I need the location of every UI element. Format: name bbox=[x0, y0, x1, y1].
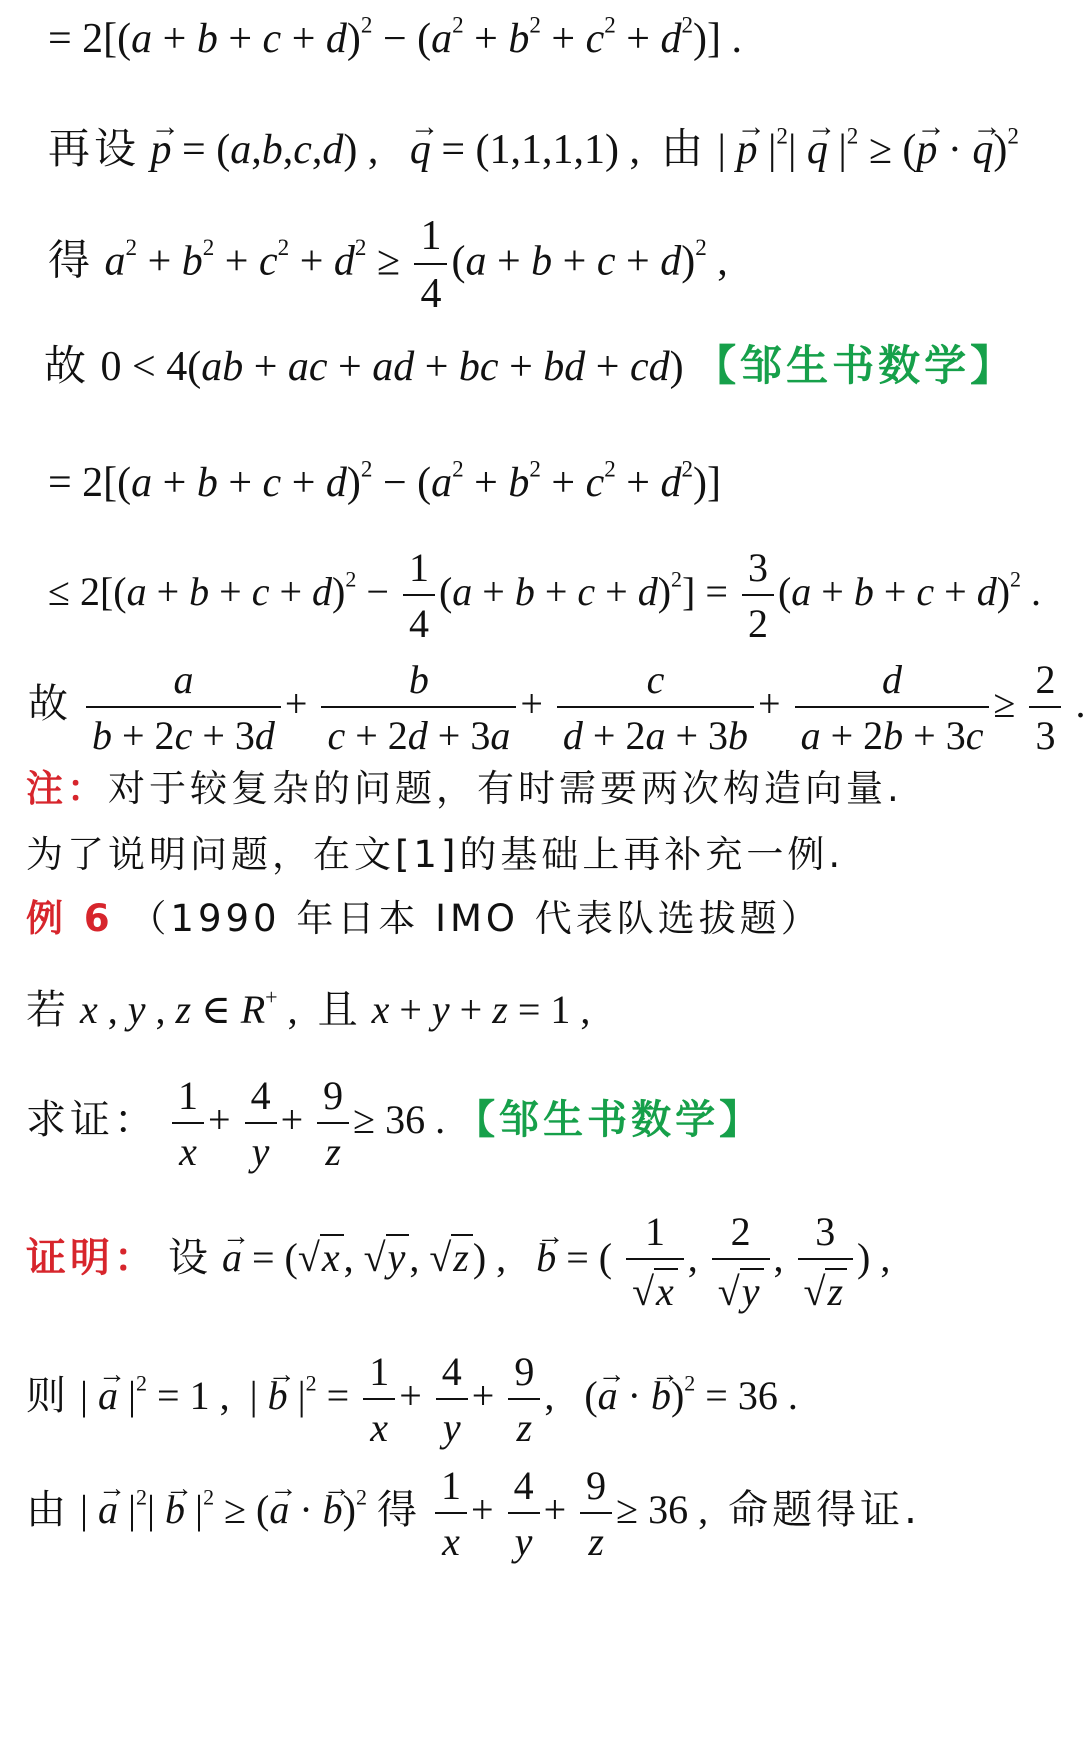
brand-tag-2: 【邹生书数学】 bbox=[455, 1097, 764, 1144]
note-line bbox=[26, 767, 903, 810]
condition-line: 若 x , y , z ∈ R+ , 且 x + y + z = 1 , bbox=[26, 984, 591, 1033]
brand-tag: 【邹生书数学】 bbox=[694, 341, 1017, 390]
claim-line: 求证： $\frac{1}{x}$ + $\frac{4}{y}$ + $\frac{9}{z}$ ≥ 36 . 【邹生书数学】 bbox=[26, 1073, 764, 1174]
word-gu: 故 bbox=[44, 341, 91, 390]
example-line bbox=[26, 897, 822, 940]
equation-line-5: = $2[(a + b + c + d)^2 - (a^2 + b^2 + c^2 + d^2)]$ bbox=[48, 455, 722, 506]
example-source: （1990 年日本 IMO 代表队选拔题） bbox=[129, 897, 822, 940]
proof-label: 证明： bbox=[26, 1235, 158, 1282]
explain-line: 为了说明问题，在文[1]的基础上再补充一例. bbox=[26, 833, 845, 876]
gu-line: 故 0 < 4(ab + ac + ad + bc + bd + cd) 【邹生书数学】 bbox=[44, 341, 1017, 390]
note-text: 对于较复杂的问题，有时需要两次构造向量. bbox=[108, 767, 903, 810]
equation-line-1: = $2[(a + b + c + d)^2 - (a^2 + b^2 + c^2 + d^2)]$ . bbox=[48, 11, 743, 62]
word-zaishe: 再设 bbox=[48, 124, 141, 173]
proof-norms-line: 则 | → a $|^2 = 1$ , | → b $|^2$ = $\frac{1}{x}$ + $\frac{4}{y}$ + $\frac{9}{z}$ , (→ a · → b)$^2$ = 36 . bbox=[26, 1352, 798, 1448]
example-label: 例 6 bbox=[26, 897, 114, 940]
note-label: 注： bbox=[26, 767, 108, 810]
inequality-line: 得 $a^2 + b^2 + c^2 + d^2$ ≥ $\frac{1}{4}$ $(a + b + c + d)^2$ , bbox=[48, 213, 728, 317]
equation-line-6: ≤ $2[(a + b + c + d)^2$ − $\frac{1}{4}$ $(a + b + c + d)^2$] = $\frac{3}{2}$ $(a + b + c + d)^2$ . bbox=[48, 545, 1042, 646]
word-gu-2: 故 bbox=[28, 681, 72, 728]
word-de: 得 bbox=[48, 235, 95, 285]
proof-conclusion-line: 由 | → a $|^2| \to b$ $|^2$ ≥ (→ a · → b)$^2$ 得 $\frac{1}{x}$ + $\frac{4}{y}$ + $\frac{9}{z}$ ≥ 36 , 命题得证. bbox=[26, 1466, 921, 1562]
fraction: $\frac{1}{4}$ bbox=[414, 215, 447, 315]
proof-setup-line: 证明： 设 → a = (√x , √y , √z ) , → b = ( $\frac{1}{√x}$ , $\frac{2}{√y}$ , $\frac{3}{√z}$ ) , bbox=[26, 1212, 890, 1312]
conclusion-line: 故 $\frac{a}{b + 2c + 3d}$ + $\frac{b}{c + 2d + 3a}$ + $\frac{c}{d + 2a + 3b}$ + $\frac{d}{a + 2b + 3c}$ ≥ $\frac{2}{3}$ . bbox=[28, 657, 1085, 758]
vector-definition-line: 再设 → p = (a,b,c,d) , → q = (1,1,1,1) , 由 | → p $|^2| \to q$ $|^2$ ≥ (→ p · → q)$^2$ bbox=[48, 128, 1019, 171]
word-you: 由 bbox=[661, 124, 708, 173]
